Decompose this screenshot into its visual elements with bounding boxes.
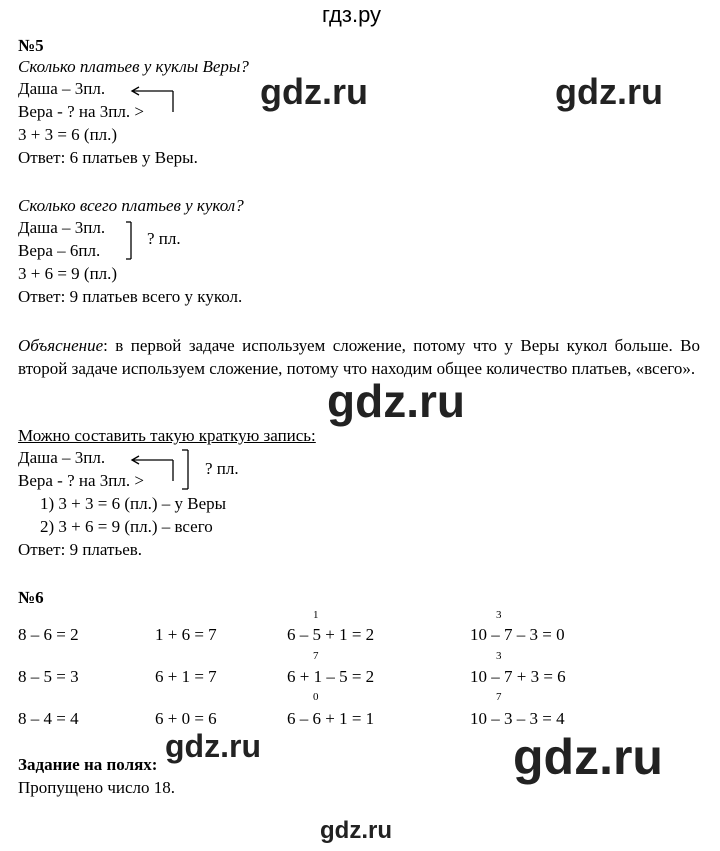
summary-answer: Ответ: 9 платьев. <box>18 540 143 559</box>
watermark: gdz.ru <box>513 729 663 785</box>
task6-number: №6 <box>18 588 44 607</box>
task5-q2-line2: Вера – 6пл. <box>18 241 101 260</box>
summary-step2: 2) 3 + 6 = 9 (пл.) – всего <box>40 517 213 536</box>
watermark: gdz.ru <box>320 817 392 844</box>
watermark: gdz.ru <box>165 728 261 764</box>
task5-q1-line2: Вера - ? на 3пл. > <box>18 102 144 121</box>
summary-line2: Вера - ? на 3пл. > <box>18 471 144 490</box>
eq-r3-c4: 10 – 3 – 3 = 4 <box>470 709 565 728</box>
summary-step1: 1) 3 + 3 = 6 (пл.) – у Веры <box>40 494 227 513</box>
eq-r1-c3-note: 1 <box>313 609 319 621</box>
eq-r1-c4-note: 3 <box>496 609 502 621</box>
eq-r1-c1: 8 – 6 = 2 <box>18 625 79 644</box>
q2-brace <box>126 222 131 259</box>
summary-heading: Можно составить такую краткую запись: <box>18 426 316 445</box>
summary-line1: Даша – 3пл. <box>18 448 106 467</box>
q1-arrow <box>132 87 173 112</box>
task5-q2-line1: Даша – 3пл. <box>18 218 106 237</box>
task5-q1-question: Сколько платьев у куклы Веры? <box>18 57 249 76</box>
eq-r2-c4: 10 – 7 + 3 = 6 <box>470 667 566 686</box>
explanation-text: : в первой задаче используем сложение, потому что у Веры кукол больше. Во второй задаче используем сложение, потому что находим общее количество платьев, «всего». <box>18 336 700 378</box>
eq-r2-c4-note: 3 <box>496 650 502 662</box>
explanation-label: Объяснение <box>18 336 104 355</box>
eq-r2-c2: 6 + 1 = 7 <box>155 667 217 686</box>
eq-r1-c2: 1 + 6 = 7 <box>155 625 217 644</box>
watermark: gdz.ru <box>555 71 663 112</box>
task5-q1-line1: Даша – 3пл. <box>18 79 106 98</box>
task5-q2-calc: 3 + 6 = 9 (пл.) <box>18 264 118 283</box>
eq-r2-c3-note: 7 <box>313 650 319 662</box>
task5-number: №5 <box>18 36 44 55</box>
task5-q1-calc: 3 + 3 = 6 (пл.) <box>18 125 118 144</box>
margin-task-heading: Задание на полях: <box>18 755 158 774</box>
margin-task-text: Пропущено число 18. <box>18 778 176 797</box>
summary-brace-label: ? пл. <box>205 459 239 478</box>
eq-r1-c3: 6 – 5 + 1 = 2 <box>287 625 375 644</box>
eq-r3-c4-note: 7 <box>496 691 502 703</box>
task5-q2-answer: Ответ: 9 платьев всего у кукол. <box>18 287 243 306</box>
eq-r2-c3: 6 + 1 – 5 = 2 <box>287 667 375 686</box>
site-header: гдз.ру <box>322 2 382 27</box>
eq-r3-c3-note: 0 <box>313 691 319 703</box>
eq-r3-c1: 8 – 4 = 4 <box>18 709 79 728</box>
watermark: gdz.ru <box>327 375 465 427</box>
eq-r2-c1: 8 – 5 = 3 <box>18 667 79 686</box>
watermark: gdz.ru <box>260 71 368 112</box>
task5-q2-question: Сколько всего платьев у кукол? <box>18 196 244 215</box>
eq-r3-c2: 6 + 0 = 6 <box>155 709 217 728</box>
eq-r1-c4: 10 – 7 – 3 = 0 <box>470 625 565 644</box>
task5-q2-brace-label: ? пл. <box>147 229 181 248</box>
summary-arrow <box>132 456 173 481</box>
task5-q1-answer: Ответ: 6 платьев у Веры. <box>18 148 198 167</box>
eq-r3-c3: 6 – 6 + 1 = 1 <box>287 709 375 728</box>
summary-brace <box>182 450 188 489</box>
